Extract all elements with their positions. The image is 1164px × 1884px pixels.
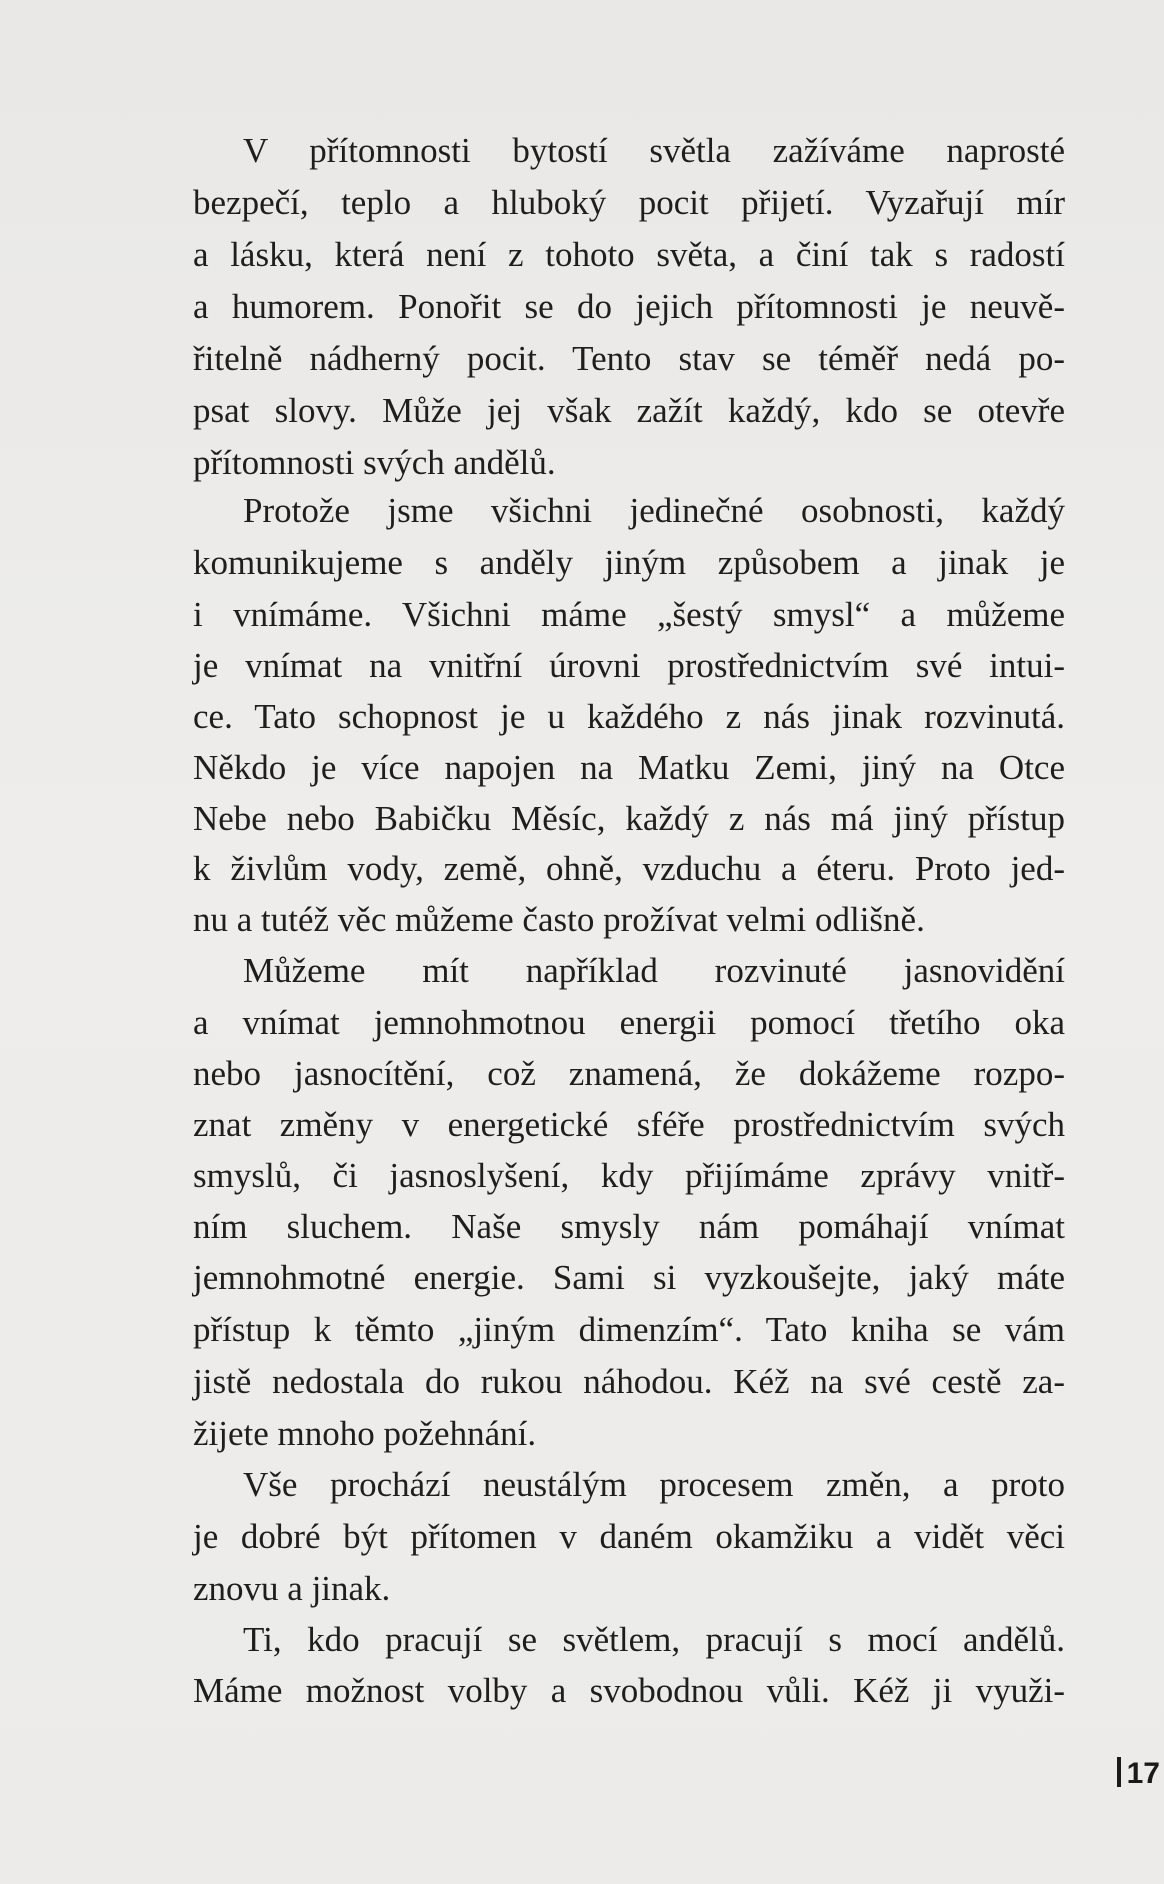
text-line: komunikujeme s anděly jiným způsobem a jinak je [193,543,1065,582]
text-line: a vnímat jemnohmotnou energii pomocí třetího oka [193,1003,1065,1042]
text-line: Někdo je více napojen na Matku Zemi, jiný na Otce [193,748,1065,787]
text-line: psat slovy. Může jej však zažít každý, kdo se otevře [193,391,1065,430]
text-line: a lásku, která není z tohoto světa, a činí tak s radostí [193,235,1065,274]
page-number-rule [1117,1757,1121,1787]
text-line: žijete mnoho požehnání. [193,1414,537,1453]
page-number [1117,1754,1160,1794]
text-line: Nebe nebo Babičku Měsíc, každý z nás má jiný přístup [193,799,1065,838]
text-line: nu a tutéž věc můžeme často prožívat velmi odlišně. [193,900,925,939]
text-line: je vnímat na vnitřní úrovni prostřednictvím své intui- [193,646,1065,685]
text-line: Protože jsme všichni jedinečné osobnosti, každý [243,491,1065,530]
text-line: přítomnosti svých andělů. [193,443,556,482]
text-line: znat změny v energetické sféře prostřednictvím svých [193,1105,1065,1144]
text-line: bezpečí, teplo a hluboký pocit přijetí. Vyzařují mír [193,183,1065,222]
text-line: Máme možnost volby a svobodnou vůli. Kéž ji využi- [193,1671,1065,1710]
text-line: a humorem. Ponořit se do jejich přítomnosti je neuvě- [193,287,1065,326]
page-number-value: 17 [1126,1757,1160,1790]
text-line: přístup k těmto „jiným dimenzím“. Tato kniha se vám [193,1310,1065,1349]
text-line: ce. Tato schopnost je u každého z nás jinak rozvinutá. [193,697,1065,736]
text-line: znovu a jinak. [193,1569,391,1608]
text-line: Ti, kdo pracují se světlem, pracují s mocí andělů. [243,1620,1065,1659]
text-line: jistě nedostala do rukou náhodou. Kéž na své cestě za- [193,1362,1065,1401]
text-line: nebo jasnocítění, což znamená, že dokážeme rozpo- [193,1054,1065,1093]
text-line: V přítomnosti bytostí světla zažíváme naprosté [243,131,1065,170]
text-line: jemnohmotné energie. Sami si vyzkoušejte, jaký máte [193,1258,1065,1297]
text-line: je dobré být přítomen v daném okamžiku a vidět věci [193,1517,1065,1556]
text-line: smyslů, či jasnoslyšení, kdy přijímáme zprávy vnitř- [193,1156,1065,1195]
text-line: i vnímáme. Všichni máme „šestý smysl“ a můžeme [193,595,1065,634]
text-line: řitelně nádherný pocit. Tento stav se téměř nedá po- [193,339,1065,378]
text-line: Můžeme mít například rozvinuté jasnovidění [243,951,1065,990]
text-line: Vše prochází neustálým procesem změn, a proto [243,1465,1065,1504]
text-line: k živlům vody, země, ohně, vzduchu a éteru. Proto jed- [193,849,1065,888]
text-line: ním sluchem. Naše smysly nám pomáhají vnímat [193,1207,1065,1246]
